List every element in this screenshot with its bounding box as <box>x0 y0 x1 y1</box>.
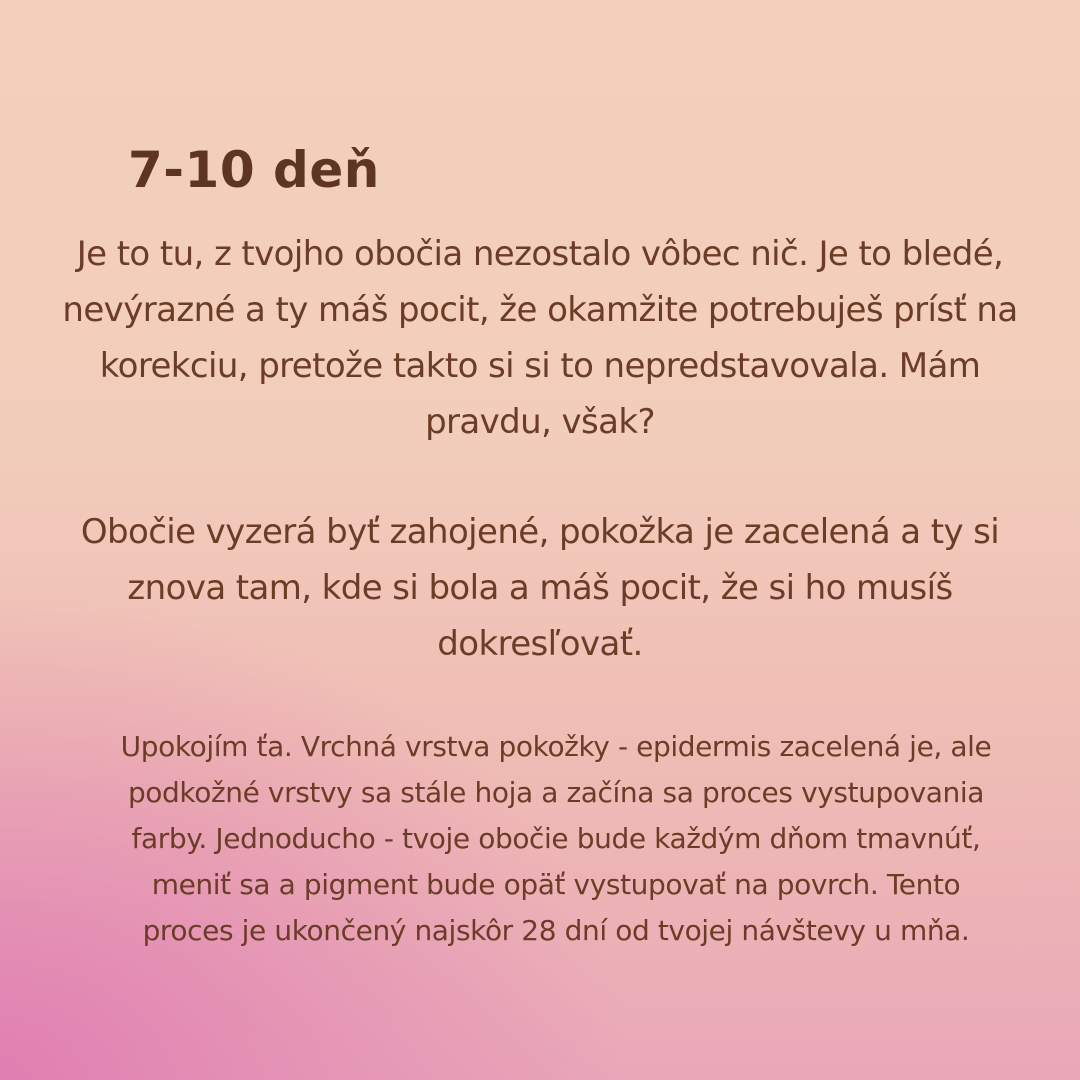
slide-title: 7-10 deň <box>128 141 380 199</box>
paragraph-intro: Je to tu, z tvojho obočia nezostalo vôbec nič. Je to bledé, nevýrazné a ty máš pocit, že okamžite potrebuješ prísť na korekciu, pretože takto si si to nepredstavovala. Mám pravdu, však? <box>62 234 1018 442</box>
paragraph-explanation: Upokojím ťa. Vrchná vrstva pokožky - epidermis zacelená je, ale podkožné vrstvy sa stále hoja a začína sa proces vystupovania farby. Jednoducho - tvoje obočie bude každým dňom tmavnúť, meniť sa a pigment bude opäť vystupovať na povrch. Tento proces je ukončený najskôr 28 dní od tvojej návštevy u mňa. <box>120 730 992 947</box>
paragraph-healed-look: Obočie vyzerá byť zahojené, pokožka je zacelená a ty si znova tam, kde si bola a máš pocit, že si ho musíš dokresľovať. <box>80 512 1000 664</box>
